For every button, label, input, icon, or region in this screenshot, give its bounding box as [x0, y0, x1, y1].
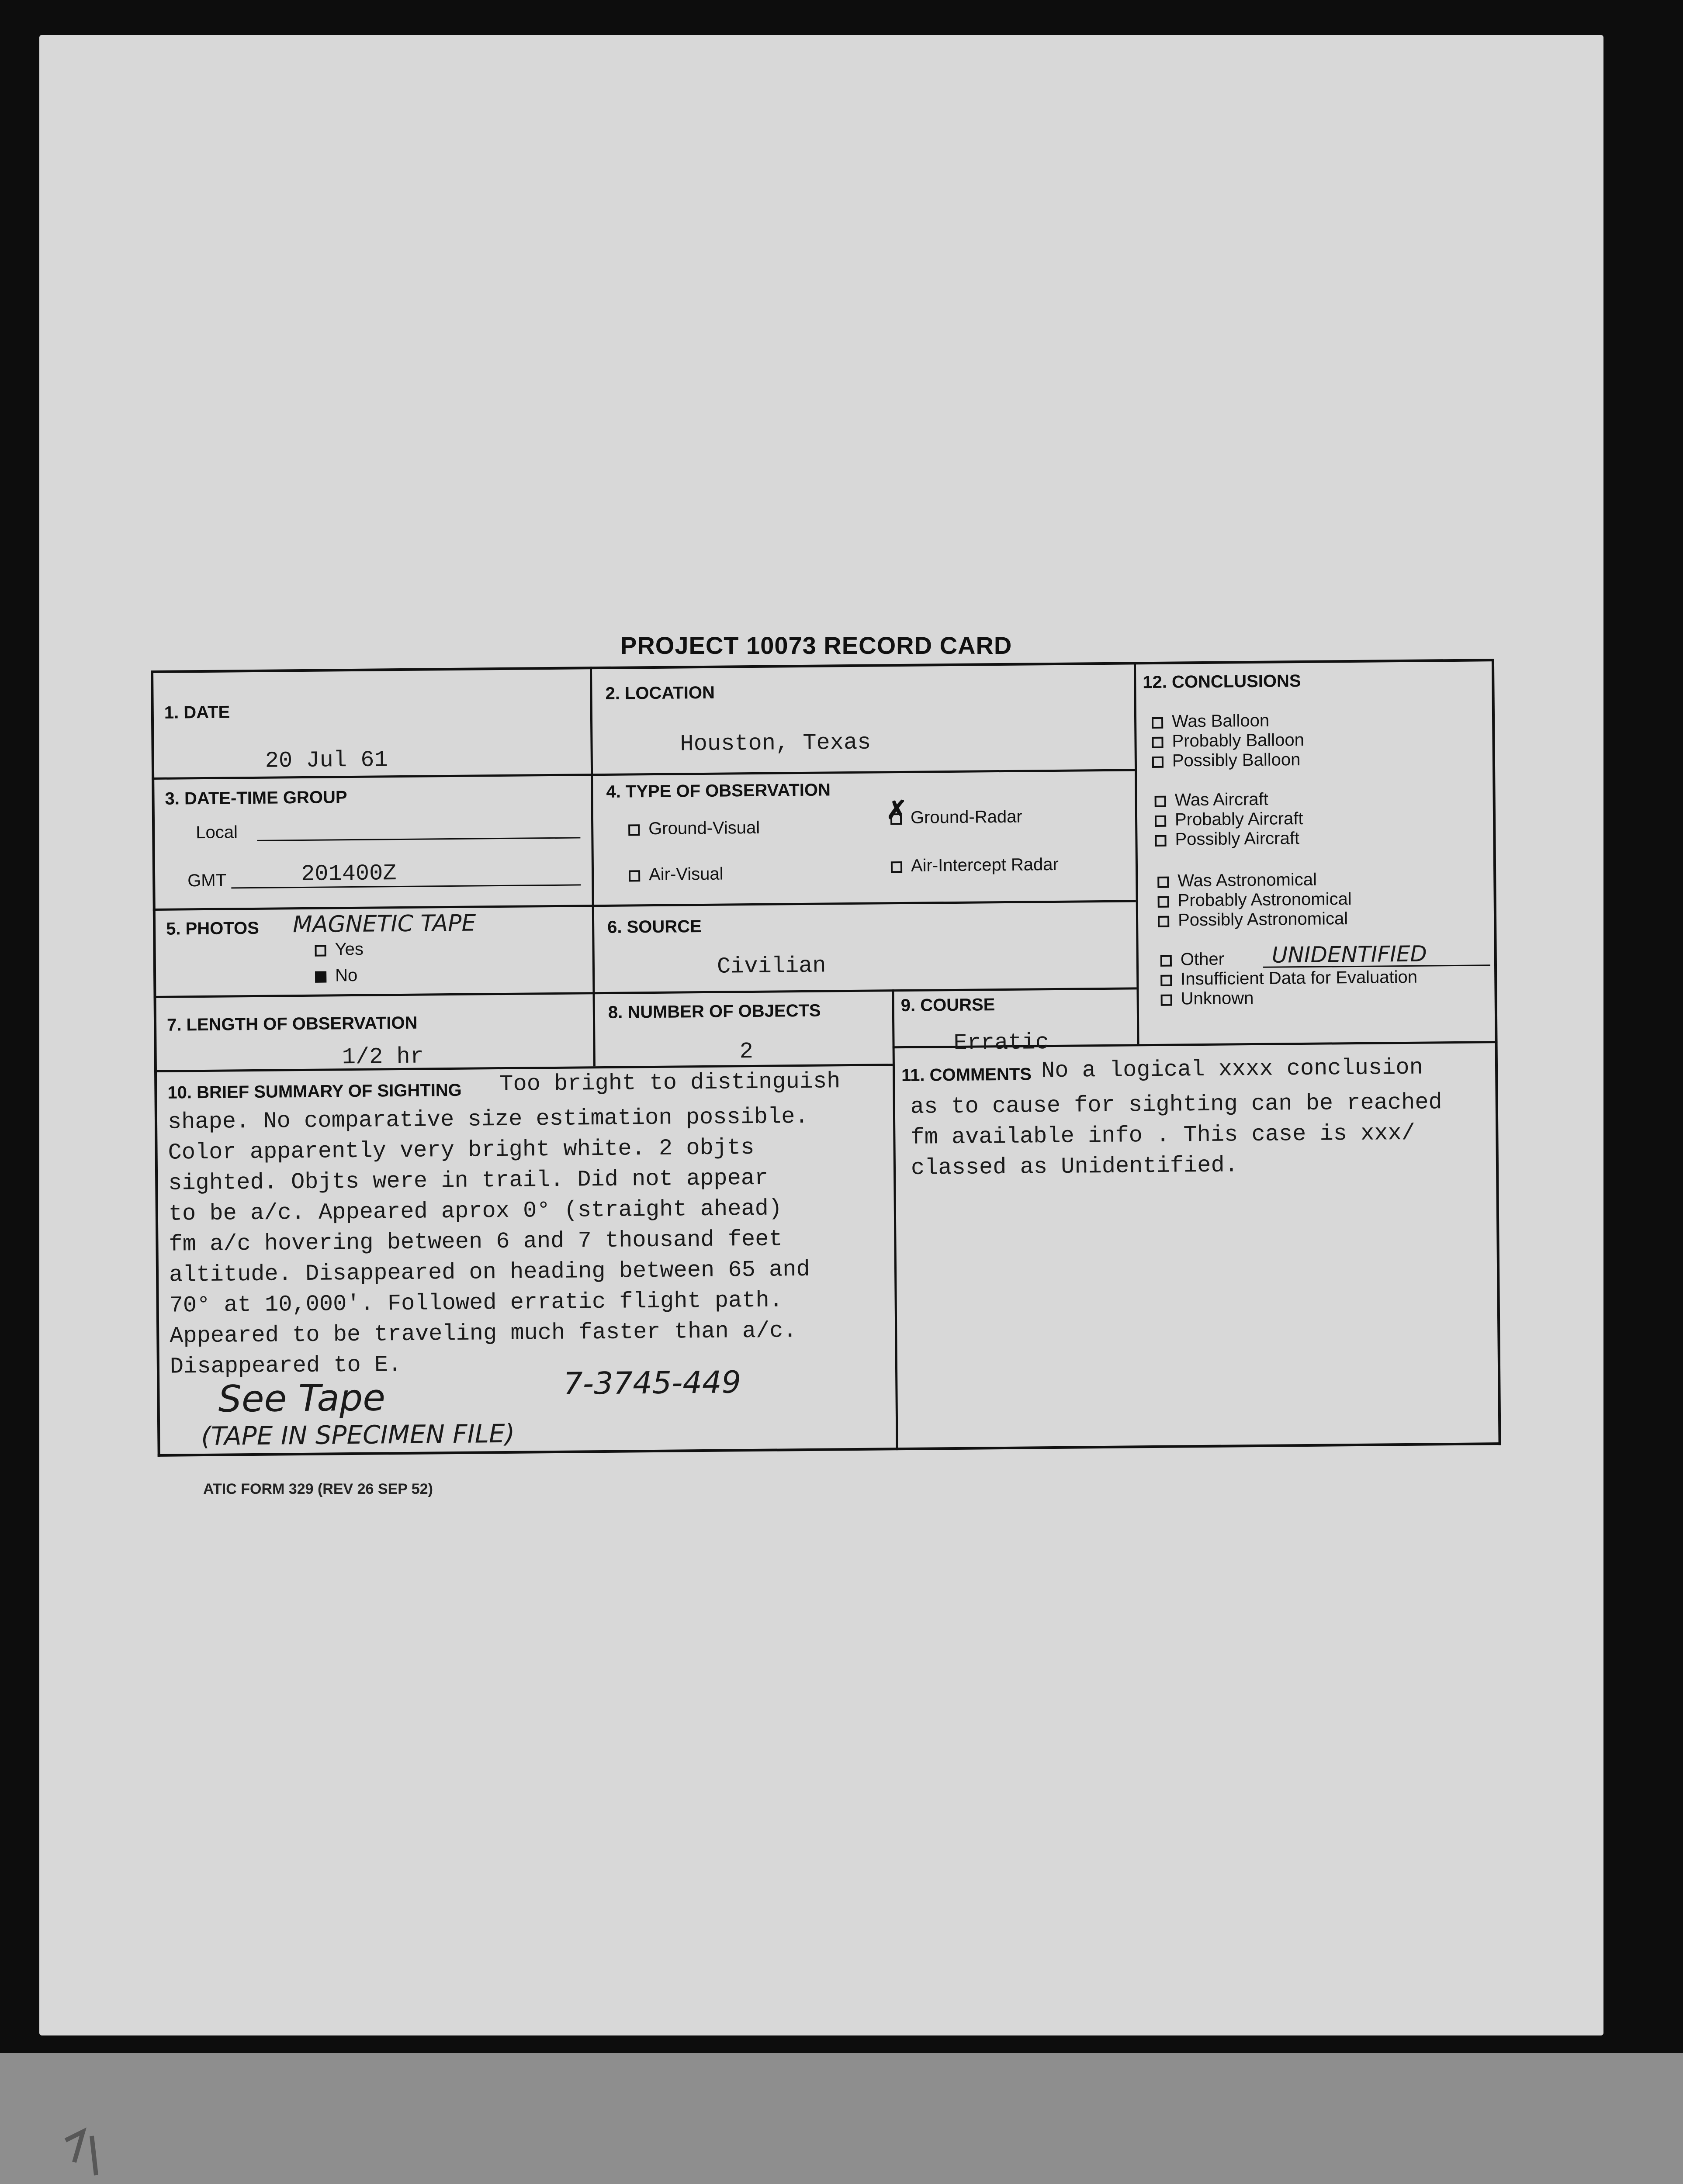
date-label: 1. DATE: [164, 702, 230, 722]
conclusion-option[interactable]: [1155, 809, 1303, 830]
summary-line: Disappeared to E.: [170, 1352, 402, 1380]
summary-line: shape. No comparative size estimation possible.: [167, 1103, 809, 1135]
grid-line: [153, 900, 1136, 911]
conclusion-option[interactable]: [1154, 790, 1268, 810]
summary-line: fm a/c hovering between 6 and 7 thousand feet: [169, 1226, 783, 1258]
checkbox[interactable]: [1152, 717, 1163, 729]
card-title: PROJECT 10073 RECORD CARD: [620, 632, 1012, 659]
checkbox[interactable]: [1158, 896, 1169, 908]
conclusion-unknown[interactable]: [1160, 988, 1254, 1009]
conclusion-label: Probably Balloon: [1172, 730, 1305, 751]
unknown-label: Unknown: [1181, 988, 1254, 1009]
insufficient-label: Insufficient Data for Evaluation: [1181, 967, 1418, 989]
background-strip: [0, 2053, 1683, 2184]
conclusion-option[interactable]: [1155, 829, 1299, 850]
local-line: [257, 837, 580, 841]
checkbox-air-visual[interactable]: [629, 870, 640, 881]
number-objects-label: 8. NUMBER OF OBJECTS: [608, 1001, 821, 1022]
conclusion-label: Was Aircraft: [1174, 789, 1268, 810]
checkbox[interactable]: [1155, 835, 1166, 847]
conclusion-option[interactable]: [1157, 870, 1317, 891]
photos-no-label: No: [335, 965, 358, 985]
checkbox-air-intercept-radar[interactable]: [891, 861, 902, 873]
air-visual-label: Air-Visual: [648, 864, 724, 885]
photos-yes-option[interactable]: [315, 940, 364, 960]
ground-radar-label: Ground-Radar: [910, 807, 1022, 827]
comments-first-line: No a logical xxxx conclusion: [1041, 1054, 1423, 1084]
checkbox[interactable]: [1155, 816, 1166, 827]
conclusion-label: Probably Astronomical: [1177, 889, 1352, 910]
photos-no-option[interactable]: [315, 966, 358, 986]
course-label: 9. COURSE: [900, 995, 995, 1016]
conclusion-option[interactable]: [1152, 711, 1269, 732]
option-air-intercept-radar[interactable]: [891, 855, 1059, 876]
conclusion-label: Possibly Astronomical: [1177, 909, 1348, 930]
location-value: Houston, Texas: [680, 729, 871, 757]
conclusion-option[interactable]: [1158, 909, 1348, 930]
checkbox[interactable]: [1157, 877, 1169, 888]
ground-visual-label: Ground-Visual: [648, 818, 760, 839]
gmt-value: 201400Z: [301, 860, 397, 888]
air-intercept-radar-label: Air-Intercept Radar: [911, 854, 1059, 875]
date-value: 20 Jul 61: [265, 747, 388, 774]
summary-line: sighted. Objts were in trail. Did not appear: [168, 1165, 769, 1196]
summary-line: Color apparently very bright white. 2 objts: [168, 1134, 755, 1166]
local-label: Local: [196, 822, 238, 843]
gmt-line: [231, 884, 581, 888]
photos-label: 5. PHOTOS: [166, 918, 260, 939]
length-label: 7. LENGTH OF OBSERVATION: [166, 1013, 418, 1035]
photos-yes-label: Yes: [335, 939, 364, 959]
other-label: Other: [1180, 949, 1225, 969]
comments-line: classed as Unidentified.: [911, 1152, 1239, 1181]
summary-label: 10. BRIEF SUMMARY OF SIGHTING: [167, 1080, 462, 1102]
checkbox-other[interactable]: [1160, 955, 1172, 967]
ground-radar-check-mark: ✗: [886, 795, 907, 825]
checkbox-unknown[interactable]: [1161, 995, 1172, 1006]
photos-handwritten: MAGNETIC TAPE: [292, 910, 476, 938]
conclusion-option[interactable]: [1152, 730, 1304, 751]
conclusion-option[interactable]: [1157, 889, 1351, 911]
conclusion-label: Probably Aircraft: [1174, 809, 1303, 829]
summary-line: to be a/c. Appeared aprox 0° (straight ahead): [168, 1196, 783, 1227]
checkbox[interactable]: [1152, 737, 1163, 748]
see-tape-note: See Tape: [218, 1376, 386, 1420]
tape-number-note: 7-3745-449: [563, 1364, 741, 1402]
number-objects-value: 2: [739, 1039, 754, 1065]
checkbox[interactable]: [1155, 796, 1166, 807]
conclusion-label: Possibly Aircraft: [1175, 829, 1300, 849]
record-card: [151, 659, 1501, 1457]
location-label: 2. LOCATION: [605, 683, 715, 703]
checkbox[interactable]: [1158, 916, 1169, 927]
gmt-label: GMT: [187, 871, 227, 891]
checkbox-photos-no[interactable]: [315, 971, 326, 983]
source-label: 6. SOURCE: [607, 917, 702, 937]
conclusion-label: Was Balloon: [1171, 711, 1270, 731]
type-observation-label: 4. TYPE OF OBSERVATION: [606, 780, 831, 802]
source-value: Civilian: [717, 953, 826, 980]
grid-line: [892, 989, 898, 1450]
grid-line: [590, 667, 596, 1066]
checkbox-ground-visual[interactable]: [628, 824, 640, 836]
checkbox[interactable]: [1152, 757, 1164, 768]
checkbox-photos-yes[interactable]: [315, 945, 326, 957]
comments-label: 11. COMMENTS: [901, 1064, 1032, 1085]
option-ground-radar[interactable]: [890, 807, 1022, 828]
conclusion-other[interactable]: [1160, 950, 1224, 970]
course-value: Erratic: [953, 1030, 1049, 1056]
form-id: ATIC FORM 329 (REV 26 SEP 52): [203, 1481, 433, 1497]
summary-line: altitude. Disappeared on heading between 65 and: [169, 1256, 810, 1288]
other-value: UNIDENTIFIED: [1271, 941, 1427, 968]
option-ground-visual[interactable]: [628, 818, 760, 839]
summary-line: Appeared to be traveling much faster than a/c.: [170, 1318, 797, 1349]
length-value: 1/2 hr: [342, 1044, 424, 1071]
conclusions-label: 12. CONCLUSIONS: [1143, 671, 1301, 692]
grid-line: [1134, 662, 1139, 1044]
comments-line: as to cause for sighting can be reached: [910, 1089, 1442, 1120]
summary-first-line: Too bright to distinguish: [499, 1068, 841, 1098]
conclusion-insufficient[interactable]: [1160, 968, 1417, 989]
option-air-visual[interactable]: [629, 864, 724, 885]
summary-line: 70° at 10,000'. Followed erratic flight path.: [169, 1287, 783, 1319]
comments-line: fm available info . This case is xxx/: [911, 1120, 1416, 1151]
margin-scribble: [57, 2123, 162, 2184]
checkbox-insufficient[interactable]: [1160, 975, 1172, 986]
datetime-label: 3. DATE-TIME GROUP: [165, 788, 347, 809]
conclusion-label: Was Astronomical: [1177, 870, 1317, 891]
specimen-file-note: (TAPE IN SPECIMEN FILE): [201, 1418, 515, 1451]
conclusion-option[interactable]: [1152, 750, 1301, 771]
conclusion-label: Possibly Balloon: [1172, 750, 1301, 771]
